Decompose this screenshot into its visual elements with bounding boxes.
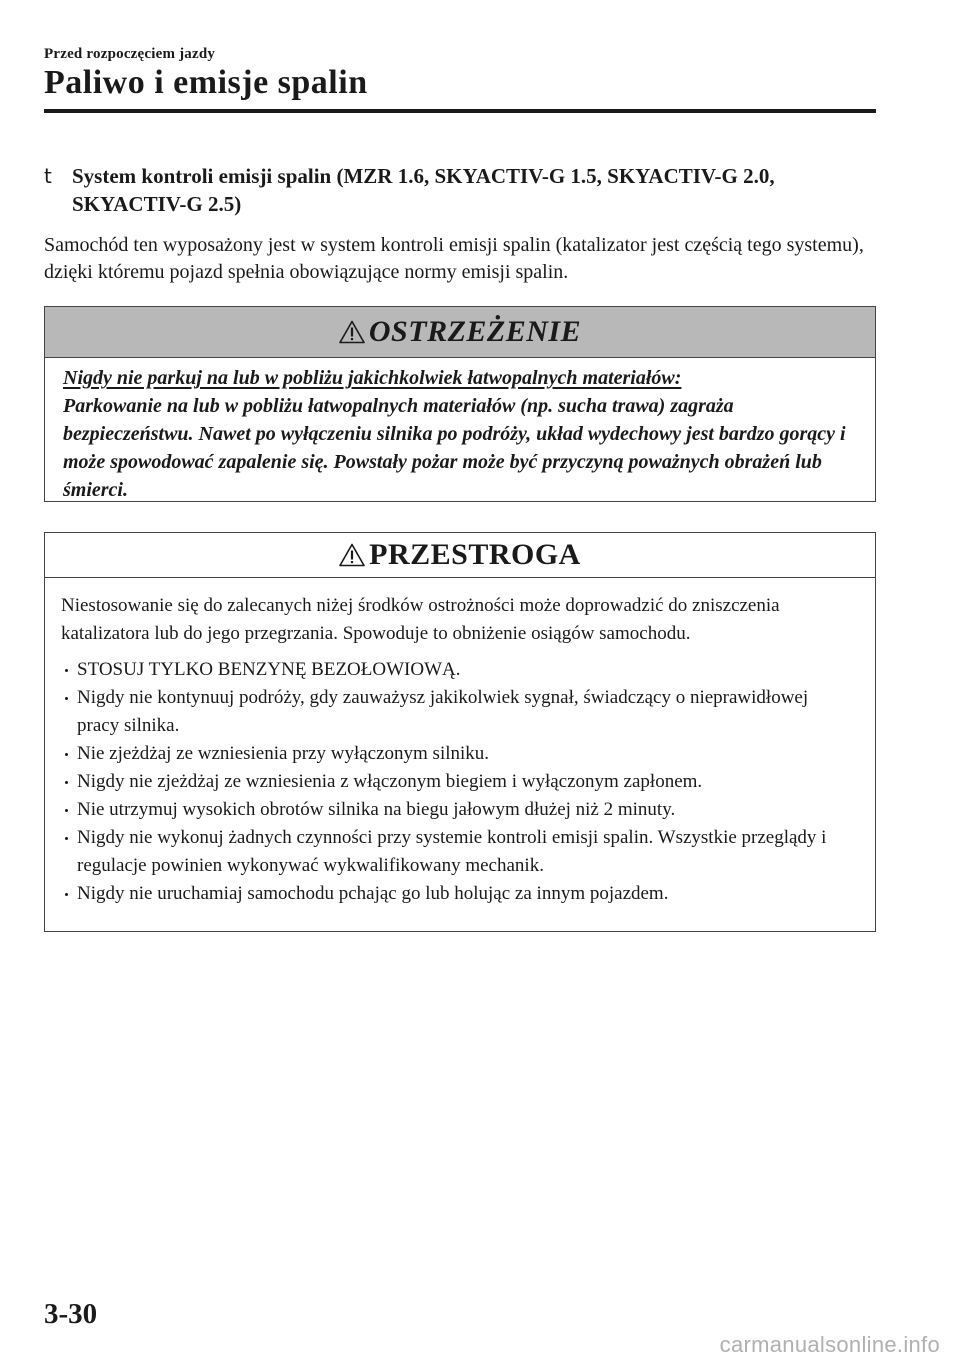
bullet-dot	[65, 753, 68, 756]
warning-text: Parkowanie na lub w pobliżu łatwopalnych materiałów (np. sucha trawa) zagraża bezpieczeństwu. Nawet po wyłączeniu silnika po podróży, układ wydechowy jest bardzo gorący i może spowodować zapalenie się. Powstały pożar może być przyczyną poważnych obrażeń lub śmierci.	[63, 395, 846, 501]
warning-header	[45, 307, 875, 358]
caution-header	[45, 533, 875, 578]
list-item-text: Nigdy nie kontynuuj podróży, gdy zauważysz jakikolwiek sygnał, świadczący o nieprawidłowej pracy silnika.	[77, 687, 809, 736]
list-item	[61, 824, 855, 880]
list-item	[61, 684, 855, 740]
list-item-text: Nie zjeżdżaj ze wzniesienia przy wyłączonym silniku.	[77, 743, 490, 764]
bullet-dot	[65, 809, 68, 812]
list-item-text: Nigdy nie uruchamiaj samochodu pchając go lub holując za innym pojazdem.	[77, 883, 669, 904]
section-marker: t	[44, 164, 52, 188]
list-item	[61, 796, 855, 824]
warning-title: OSTRZEŻENIE	[368, 315, 582, 348]
title-rule	[44, 109, 876, 113]
section-heading-text: System kontroli emisji spalin (MZR 1.6, SKYACTIV-G 1.5, SKYACTIV-G 2.0, SKYACTIV-G 2.5)	[72, 164, 775, 216]
list-item	[61, 740, 855, 768]
caution-body	[45, 578, 875, 908]
list-item-text: Nigdy nie wykonuj żadnych czynności przy systemie kontroli emisji spalin. Wszystkie przeglądy i regulacje powinien wykonywać wykwalifikowany mechanik.	[77, 827, 827, 876]
list-item-text: Nie utrzymuj wysokich obrotów silnika na biegu jałowym dłużej niż 2 minuty.	[77, 799, 676, 820]
warning-box	[44, 306, 876, 502]
warning-body	[45, 358, 875, 504]
page-title: Paliwo i emisje spalin	[44, 64, 368, 101]
list-item	[61, 768, 855, 796]
caution-title: PRZESTROGA	[369, 538, 581, 571]
warning-triangle-icon	[339, 320, 365, 344]
breadcrumb: Przed rozpoczęciem jazdy	[44, 46, 216, 62]
bullet-dot	[65, 697, 68, 700]
caution-list	[61, 656, 855, 908]
warning-lead: Nigdy nie parkuj na lub w pobliżu jakichkolwiek łatwopalnych materiałów:	[63, 367, 682, 389]
warning-triangle-icon	[339, 543, 365, 567]
bullet-dot	[65, 669, 68, 672]
page-number: 3-30	[44, 1298, 98, 1330]
section-heading	[44, 162, 864, 218]
list-item	[61, 880, 855, 908]
list-item-text: Nigdy nie zjeżdżaj ze wzniesienia z włączonym biegiem i wyłączonym zapłonem.	[77, 771, 703, 792]
list-item-text: STOSUJ TYLKO BENZYNĘ BEZOŁOWIOWĄ.	[77, 659, 461, 680]
caution-box	[44, 532, 876, 932]
watermark: carmanualsonline.info	[719, 1332, 940, 1357]
section-intro: Samochód ten wyposażony jest w system kontroli emisji spalin (katalizator jest częścią tego systemu), dzięki któremu pojazd spełnia obowiązujące normy emisji spalin.	[44, 234, 864, 283]
bullet-dot	[65, 837, 68, 840]
caution-intro: Niestosowanie się do zalecanych niżej środków ostrożności może doprowadzić do zniszczenia katalizatora lub do jego przegrzania. Spowoduje to obniżenie osiągów samochodu.	[61, 595, 780, 644]
bullet-dot	[65, 781, 68, 784]
list-item	[61, 656, 855, 684]
bullet-dot	[65, 893, 68, 896]
